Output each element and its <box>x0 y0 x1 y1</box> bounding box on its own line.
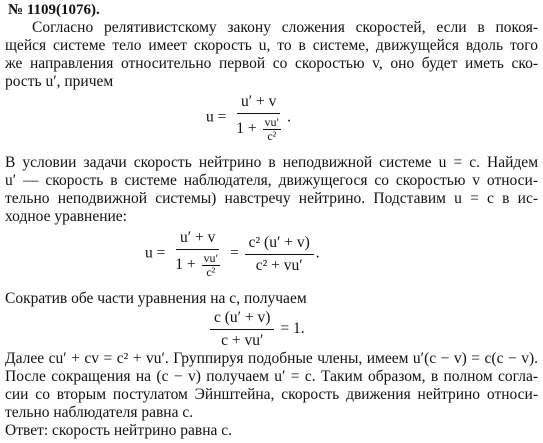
fraction-denominator: c² + vu′ <box>255 256 303 274</box>
paragraph-line: ходное уравнение: <box>5 208 127 225</box>
fraction-numerator: c² (u′ + v) <box>245 234 314 255</box>
equation-lhs: u = <box>145 244 166 262</box>
denominator-lead: 1 + <box>236 120 257 138</box>
paragraph-line: щейся системе тело имеет скорость u, то в системе, движущейся вдоль того <box>5 37 538 54</box>
paragraph-line: Сократив обе части уравнения на c, получаем <box>5 290 307 307</box>
fraction <box>245 234 314 275</box>
inner-numerator: vu′ <box>203 251 219 265</box>
equals-sign: = <box>230 244 239 262</box>
paragraph-line: u′ — скорость в системе наблюдателя, движущегося со скоростью v относи- <box>5 172 538 189</box>
paragraph-line: В условии задачи скорость нейтрино в неподвижной системе u = c. Найдем <box>5 154 538 171</box>
equation-lhs: u = <box>206 108 227 126</box>
paragraph-line: тельно неподвижной системы) навстречу нейтрино. Подставим u = c в ис- <box>5 190 538 207</box>
inner-denominator: c² <box>267 129 277 143</box>
paragraph-line: Далее cu′ + cv = c² + vu′. Группируя подобные члены, имеем u′(c − v) = c(c − v). <box>5 350 538 367</box>
paragraph-line: же направления относительно первой со скоростью v, оно будет иметь ско- <box>5 55 538 72</box>
inner-denominator: c² <box>206 265 216 279</box>
equation-tail: . <box>315 244 320 262</box>
fraction-numerator: c (u′ + v) <box>210 309 274 330</box>
answer-line: Ответ: скорость нейтрино равна c. <box>5 422 233 439</box>
equation-tail: . <box>287 108 291 126</box>
fraction-numerator: u′ + v <box>237 93 280 114</box>
equation-reduced <box>208 309 305 350</box>
fraction-numerator: u′ + v <box>176 229 219 250</box>
fraction <box>171 229 224 279</box>
paragraph-line: сии со вторым постулатом Эйнштейна, скорость движения нейтрино относи- <box>5 386 538 403</box>
equation-rhs: = 1. <box>280 320 305 338</box>
fraction-denominator <box>171 250 224 279</box>
fraction-denominator <box>232 114 285 143</box>
inner-numerator: vu′ <box>264 115 280 129</box>
fraction <box>232 93 285 143</box>
denominator-lead: 1 + <box>175 256 196 274</box>
inner-fraction <box>263 116 282 143</box>
problem-number: № 1109(1076). <box>8 2 100 18</box>
paragraph-line: После сокращения на (c − v) получаем u′ = c. Таким образом, в полном согла- <box>5 368 538 385</box>
paragraph-line: Согласно релятивистскому закону сложения скоростей, если в покоя- <box>32 19 538 36</box>
fraction-denominator: c + vu′ <box>221 332 264 349</box>
paragraph-line: тельно наблюдателя равна c. <box>5 404 194 421</box>
fraction <box>210 309 274 350</box>
equation-substitution <box>145 229 320 279</box>
equation-relativistic-addition <box>206 93 291 143</box>
paragraph-line: рость u′, причем <box>5 73 114 90</box>
inner-fraction <box>202 252 221 279</box>
